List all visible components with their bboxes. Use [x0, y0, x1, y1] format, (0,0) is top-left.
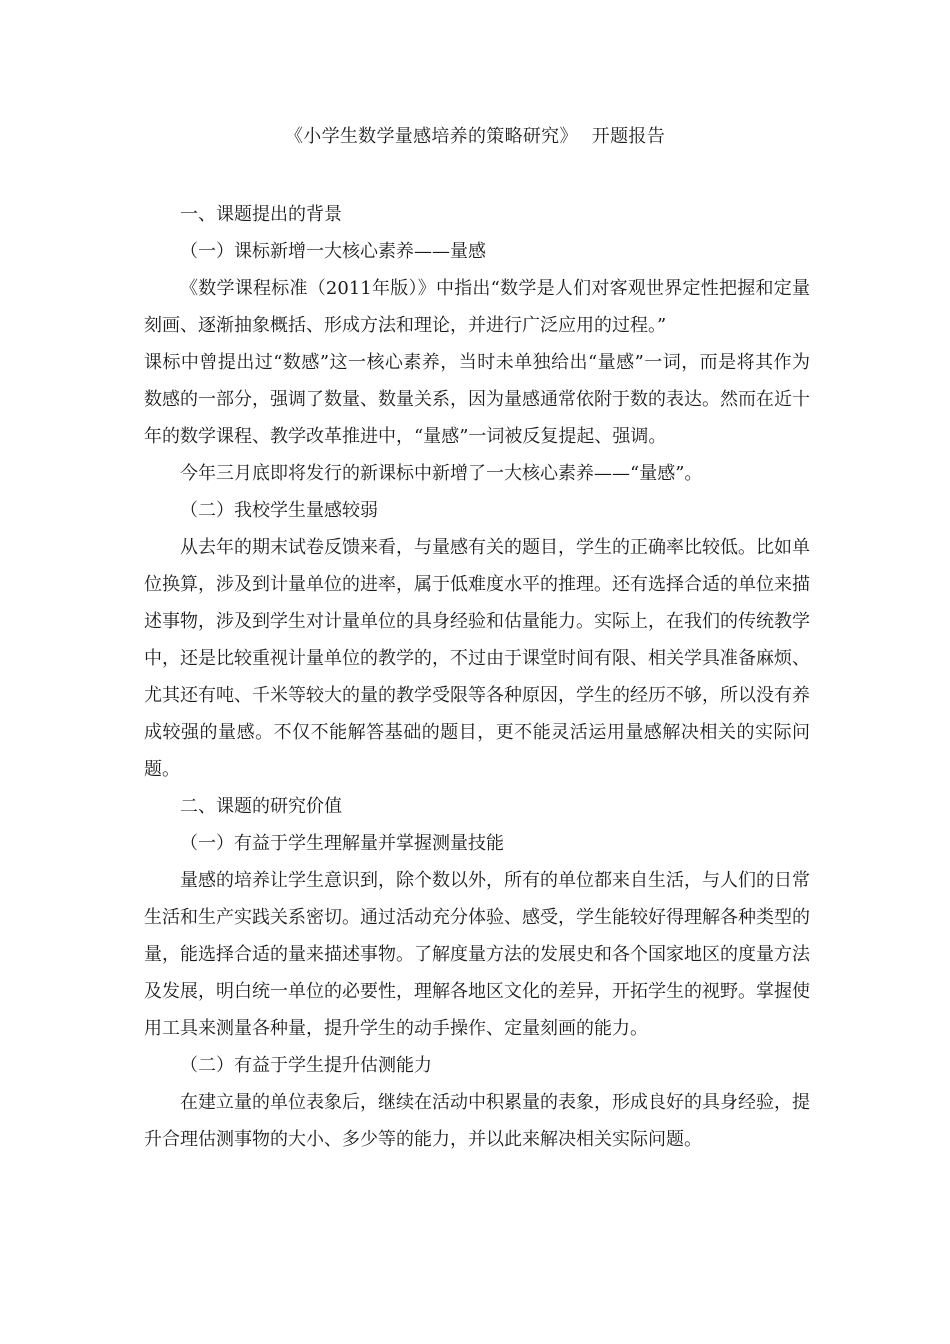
section-heading-value: 二、课题的研究价值 — [180, 796, 342, 817]
section-heading-background: 一、课题提出的背景 — [180, 204, 342, 225]
paragraph-estimation: 在建立量的单位表象后，继续在活动中积累量的表象，形成良好的具身经验，提升合理估测事物的大小、多少等的能力，并以此来解决相关实际问题。 — [144, 1092, 810, 1150]
title-suffix: 开题报告 — [591, 126, 665, 147]
document-body — [144, 196, 810, 1158]
document-title — [0, 123, 950, 151]
paragraph-curriculum-standard: 《数学课程标准（2011年版）》中指出“数学是人们对客观世界定性把握和定量刻画、逐渐抽象概括、形成方法和理论，并进行广泛应用的过程。” — [144, 278, 810, 336]
paragraph-new-standard: 今年三月底即将发行的新课标中新增了一大核心素养——“量感”。 — [180, 463, 703, 484]
subheading-understanding: （一）有益于学生理解量并掌握测量技能 — [180, 833, 504, 854]
paragraph-exam-feedback: 从去年的期末试卷反馈来看，与量感有关的题目，学生的正确率比较低。比如单位换算，涉及到计量单位的进率，属于低难度水平的推理。还有选择合适的单位来描述事物，涉及到学生对计量单位的具身经验和估量能力。实际上，在我们的传统教学中，还是比较重视计量单位的教学的，不过由于课堂时间有限、相关学具准备麻烦、尤其还有吨、千米等较大的量的教学受限等各种原因，学生的经历不够，所以没有养成较强的量感。不仅不能解答基础的题目，更不能灵活运用量感解决相关的实际问题。 — [144, 537, 810, 780]
subheading-weak-sense: （二）我校学生量感较弱 — [180, 500, 378, 521]
subheading-new-core-literacy: （一）课标新增一大核心素养——量感 — [180, 241, 486, 262]
paragraph-number-sense: 课标中曾提出过“数感”这一核心素养，当时未单独给出“量感”一词，而是将其作为数感的一部分，强调了数量、数量关系，因为量感通常依附于数的表达。然而在近十年的数学课程、教学改革推进中，“量感”一词被反复提起、强调。 — [144, 352, 810, 447]
subheading-estimation: （二）有益于学生提升估测能力 — [180, 1055, 432, 1076]
title-main: 《小学生数学量感培养的策略研究》 — [284, 126, 578, 147]
paragraph-understanding: 量感的培养让学生意识到，除个数以外，所有的单位都来自生活，与人们的日常生活和生产实践关系密切。通过活动充分体验、感受，学生能较好得理解各种类型的量，能选择合适的量来描述事物。了解度量方法的发展史和各个国家地区的度量方法及发展，明白统一单位的必要性，理解各地区文化的差异，开拓学生的视野。掌握使用工具来测量各种量，提升学生的动手操作、定量刻画的能力。 — [144, 870, 810, 1039]
